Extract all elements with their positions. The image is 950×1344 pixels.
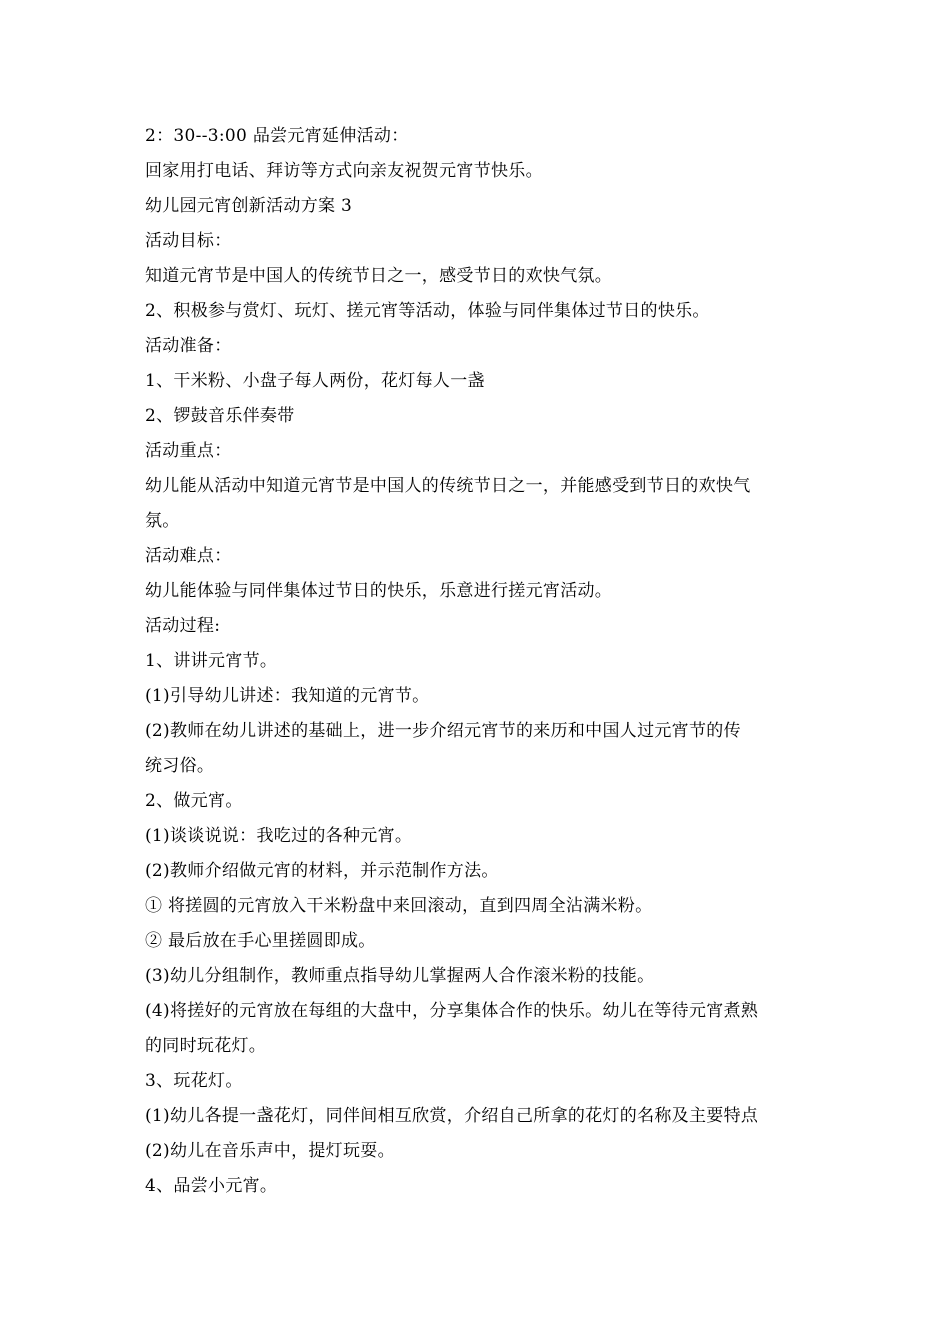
document-page [145, 119, 810, 1204]
text-line: (2)教师在幼儿讲述的基础上，进一步介绍元宵节的来历和中国人过元宵节的传 [145, 721, 741, 741]
text-line: 2：30--3:00 品尝元宵延伸活动： [145, 126, 409, 146]
text-line: 3、玩花灯。 [145, 1071, 243, 1091]
text-line: (1)谈谈说说：我吃过的各种元宵。 [145, 826, 413, 846]
text-line: ① 将搓圆的元宵放入干米粉盘中来回滚动，直到四周全沾满米粉。 [145, 896, 653, 916]
text-line: 氛。 [145, 511, 180, 531]
text-line: 的同时玩花灯。 [145, 1036, 267, 1056]
text-line: 统习俗。 [145, 756, 215, 776]
text-line: 1、讲讲元宵节。 [145, 651, 278, 671]
text-line: ② 最后放在手心里搓圆即成。 [145, 931, 376, 951]
text-line: 知道元宵节是中国人的传统节日之一，感受节日的欢快气氛。 [145, 266, 613, 286]
subheading-difficulty: 活动难点： [145, 546, 232, 566]
text-line: (1)引导幼儿讲述：我知道的元宵节。 [145, 686, 430, 706]
text-line: 2、锣鼓音乐伴奏带 [145, 406, 295, 426]
text-line: 2、做元宵。 [145, 791, 243, 811]
subheading-focus: 活动重点： [145, 441, 232, 461]
text-line: 回家用打电话、拜访等方式向亲友祝贺元宵节快乐。 [145, 161, 543, 181]
text-line: (2)教师介绍做元宵的材料，并示范制作方法。 [145, 861, 499, 881]
section-heading: 幼儿园元宵创新活动方案 3 [145, 196, 353, 216]
text-line: (3)幼儿分组制作，教师重点指导幼儿掌握两人合作滚米粉的技能。 [145, 966, 655, 986]
subheading-goals: 活动目标： [145, 231, 232, 251]
subheading-process: 活动过程: [145, 616, 221, 636]
text-line: 幼儿能体验与同伴集体过节日的快乐，乐意进行搓元宵活动。 [145, 581, 613, 601]
text-line: (1)幼儿各提一盏花灯，同伴间相互欣赏，介绍自己所拿的花灯的名称及主要特点 [145, 1106, 759, 1126]
text-line: (2)幼儿在音乐声中，提灯玩耍。 [145, 1141, 395, 1161]
subheading-preparation: 活动准备： [145, 336, 232, 356]
text-line: 幼儿能从活动中知道元宵节是中国人的传统节日之一，并能感受到节日的欢快气 [145, 476, 751, 496]
text-line: 1、干米粉、小盘子每人两份，花灯每人一盏 [145, 371, 485, 391]
text-line: 4、品尝小元宵。 [145, 1176, 278, 1196]
text-line: 2、积极参与赏灯、玩灯、搓元宵等活动，体验与同伴集体过节日的快乐。 [145, 301, 710, 321]
text-line: (4)将搓好的元宵放在每组的大盘中，分享集体合作的快乐。幼儿在等待元宵煮熟 [145, 1001, 759, 1021]
